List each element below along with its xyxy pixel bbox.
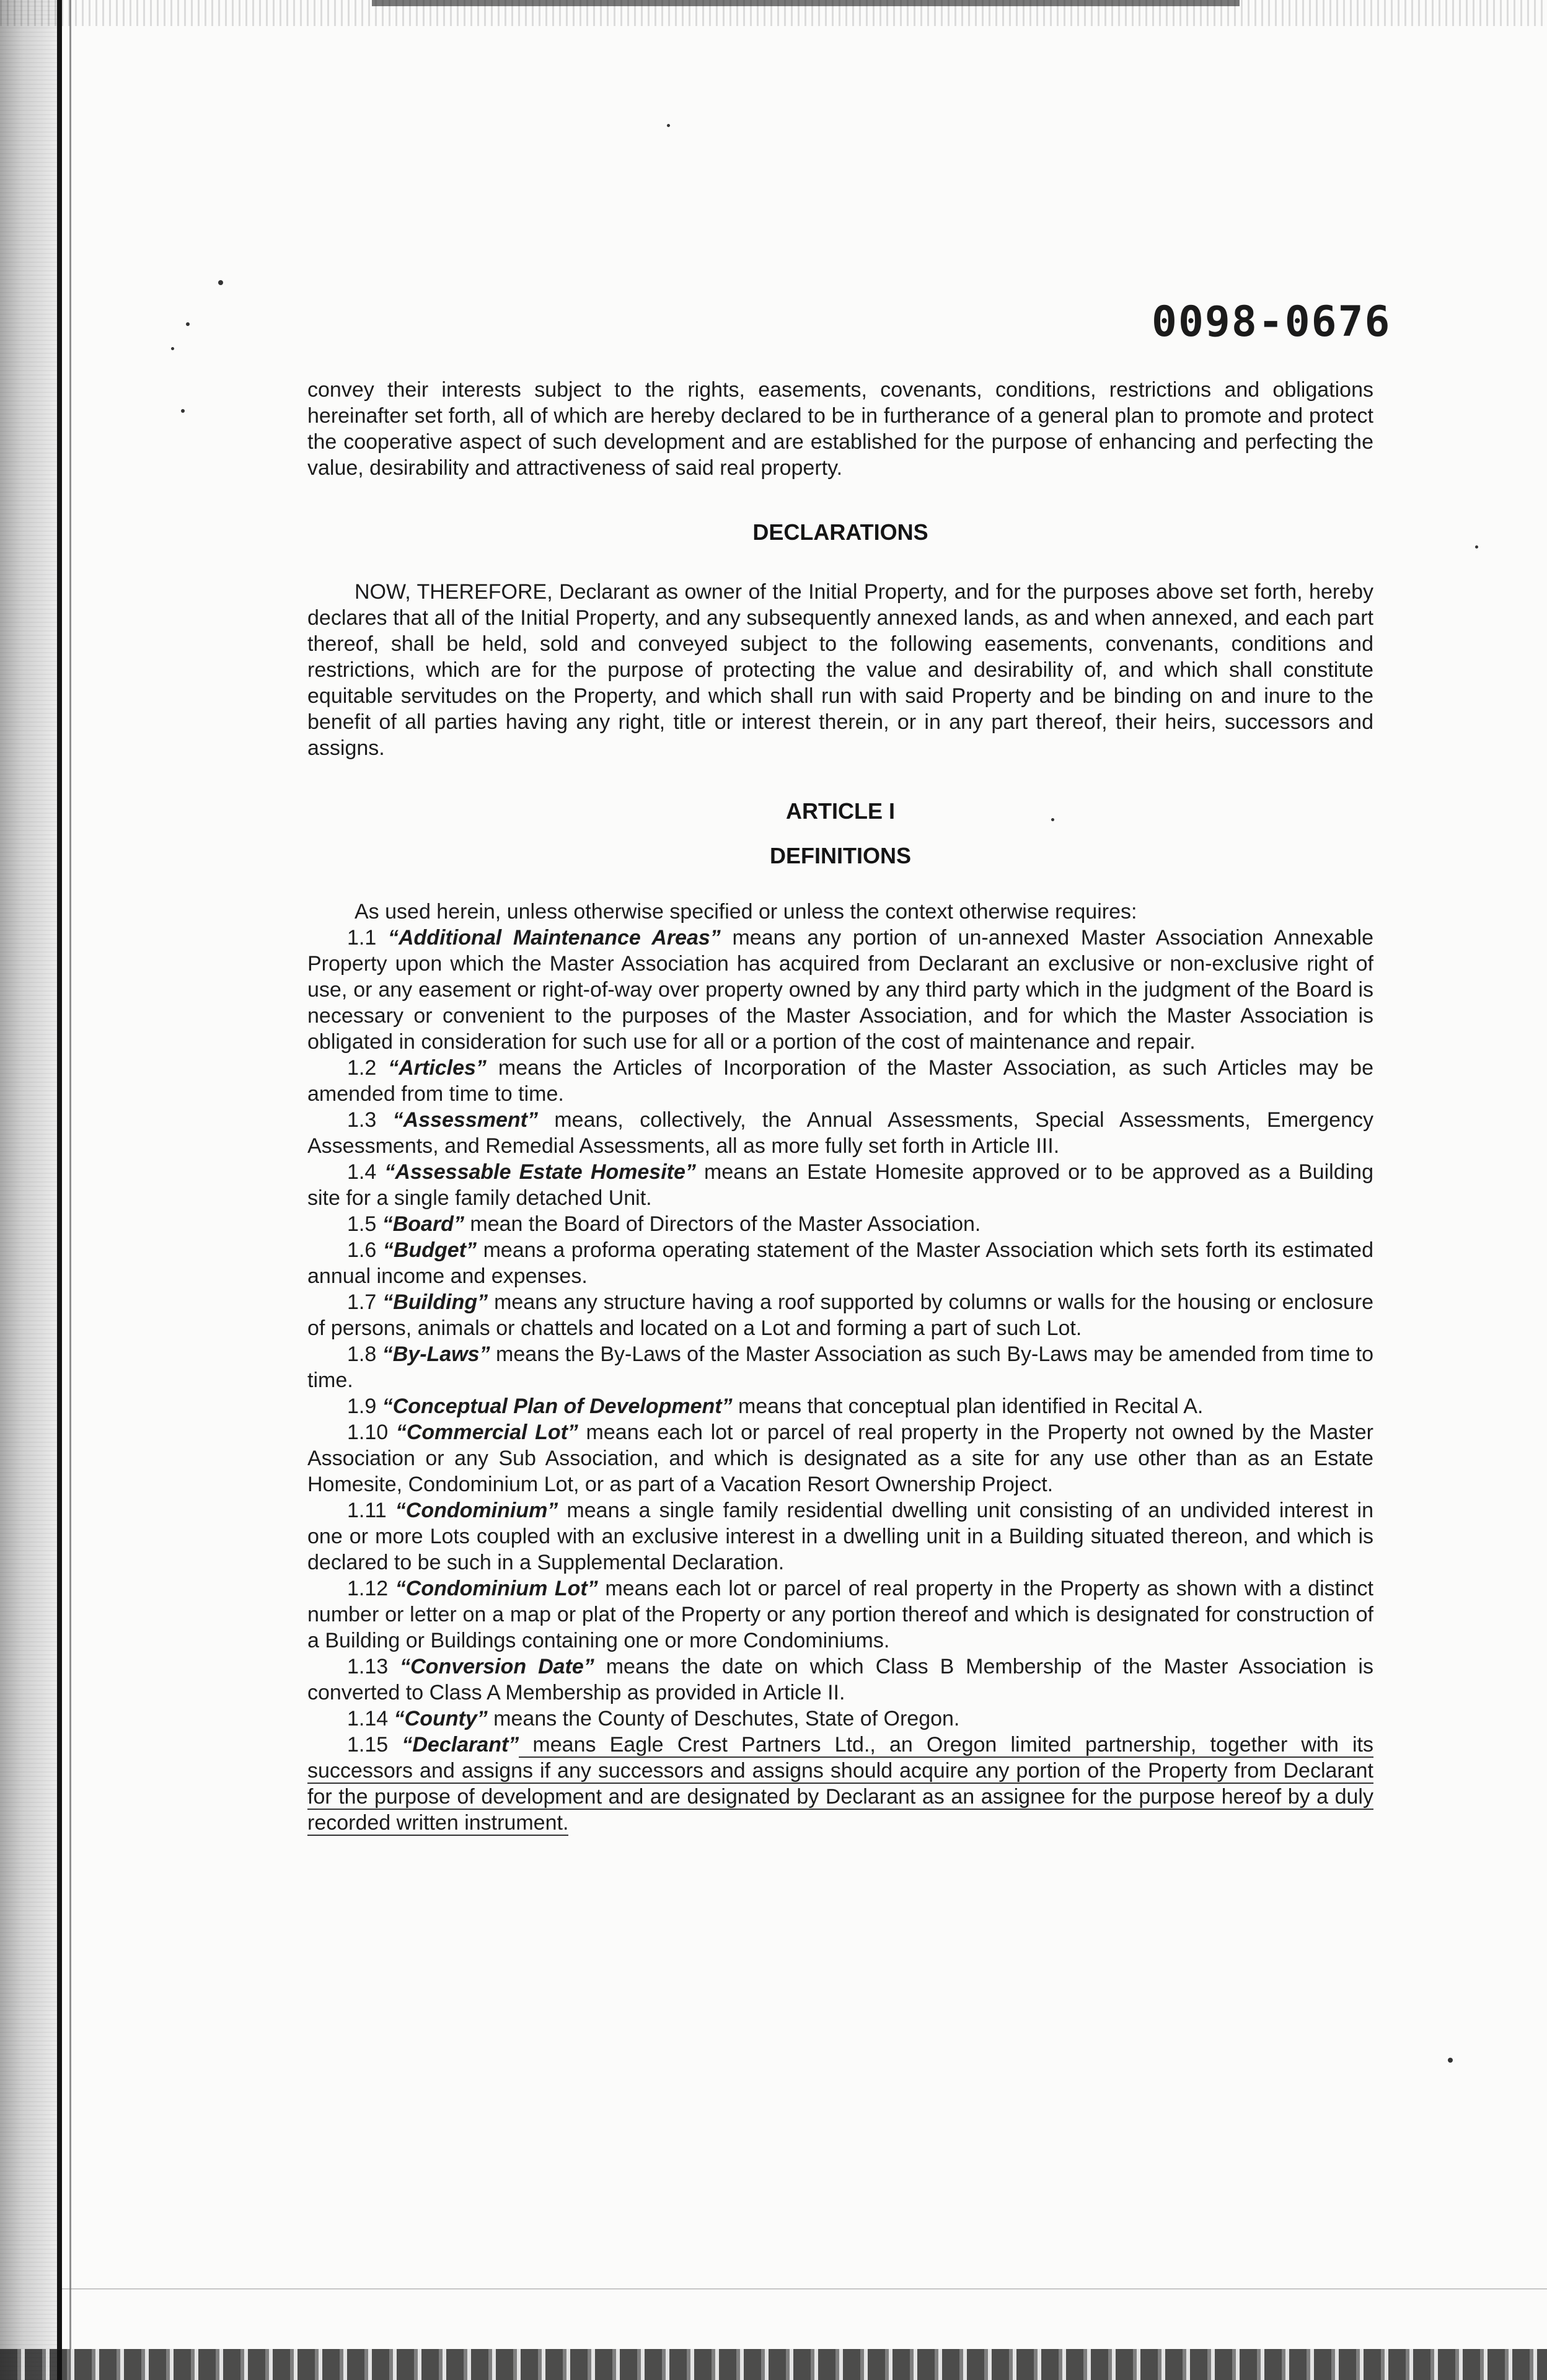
definition-term: “Articles” [388, 1056, 487, 1080]
definition-item [307, 1107, 1373, 1159]
definition-number: 1.7 [347, 1290, 377, 1314]
definition-item [307, 1159, 1373, 1211]
definition-term: “Building” [382, 1290, 488, 1314]
scan-speck [186, 322, 190, 326]
definition-text: means any structure having a roof supported by columns or walls for the housing or enclosure of persons, animals or chattels and located on a Lot and forming a part of such Lot. [307, 1290, 1373, 1340]
definition-item [307, 1497, 1373, 1576]
definition-term: “By-Laws” [382, 1342, 490, 1366]
definition-term: “Assessable Estate Homesite” [384, 1160, 696, 1184]
definition-term: “Declarant” [402, 1733, 519, 1756]
definition-number: 1.6 [347, 1238, 377, 1262]
definitions-intro: As used herein, unless otherwise specified or unless the context otherwise requires: [355, 900, 1137, 923]
definition-item [307, 1341, 1373, 1393]
definition-number: 1.3 [347, 1108, 377, 1132]
definition-item [307, 1289, 1373, 1341]
definition-term: “County” [394, 1707, 488, 1730]
definition-number: 1.11 [347, 1499, 387, 1522]
definition-term: “Condominium” [395, 1499, 558, 1522]
definition-item [307, 925, 1373, 1055]
definition-text: mean the Board of Directors of the Master Association. [464, 1212, 981, 1236]
definition-text: means the County of Deschutes, State of Oregon. [487, 1707, 960, 1730]
definition-text: means a single family residential dwelling unit consisting of an undivided interest in one or more Lots coupled with an exclusive interest in a dwelling unit in a Building situated thereon, and which is declared to be such in a Supplemental Declaration. [307, 1499, 1373, 1574]
declarations-paragraph: NOW, THEREFORE, Declarant as owner of the Initial Property, and for the purposes above set forth, hereby declares that all of the Initial Property, and any subsequently annexed lands, as and when annexed, and each part thereof, shall be held, sold and conveyed subject to the following easements, convenants, conditions and restrictions, which are for the purpose of protecting the value and desirability of, and which shall constitute equitable servitudes on the Property, and which shall run with said Property and be binding on and inure to the benefit of all parties having any right, title or interest therein, or in any part thereof, their heirs, successors and assigns. [307, 580, 1373, 760]
scan-speck [1475, 545, 1478, 549]
definition-term: “Assessment” [392, 1108, 538, 1132]
definition-item [307, 1055, 1373, 1107]
definition-text: means the date on which Class B Membership of the Master Association is converted to Class A Membership as provided in Article II. [307, 1655, 1373, 1704]
definition-number: 1.8 [347, 1342, 377, 1366]
definition-text: means an Estate Homesite approved or to be approved as a Building site for a single family detached Unit. [307, 1160, 1373, 1210]
definition-text: means any portion of un-annexed Master Association Annexable Property upon which the Master Association has acquired from Declarant an exclusive or non-exclusive right of use, or any easement or right-of-way over property owned by any third party which in the judgment of the Board is necessary or convenient to the purposes of the Master Association, and for which the Master Association is obligated in consideration for such use for all or a portion of the cost of maintenance and repair. [307, 926, 1373, 1054]
definition-number: 1.10 [347, 1421, 389, 1444]
definition-text: means, collectively, the Annual Assessments, Special Assessments, Emergency Assessments, and Remedial Assessments, all as more fully set forth in Article III. [307, 1108, 1373, 1158]
article-subheading: DEFINITIONS [769, 843, 911, 868]
definition-term: “Commercial Lot” [395, 1421, 578, 1444]
definition-text: means that conceptual plan identified in Recital A. [732, 1395, 1204, 1418]
definition-item [307, 1654, 1373, 1706]
definitions-list [307, 925, 1373, 1836]
definition-item [307, 1732, 1373, 1836]
definition-item [307, 1393, 1373, 1419]
scan-left-binding-line [57, 0, 62, 2380]
intro-paragraph: convey their interests subject to the rights, easements, covenants, conditions, restrictions and obligations hereinafter set forth, all of which are hereby declared to be in furtherance of a general plan to promote and protect the cooperative aspect of such development and are established for the purpose of enhancing and perfecting the value, desirability and attractiveness of said real property. [307, 378, 1373, 480]
definition-term: “Board” [382, 1212, 464, 1236]
article-heading: ARTICLE I [786, 798, 895, 824]
scan-speck [218, 280, 223, 285]
definition-term: “Conversion Date” [400, 1655, 594, 1678]
definition-item [307, 1576, 1373, 1654]
definition-term: “Condominium Lot” [395, 1577, 598, 1600]
definition-text: means the Articles of Incorporation of the Master Association, as such Articles may be amended from time to time. [307, 1056, 1373, 1106]
scan-speck [667, 124, 670, 127]
document-body [307, 377, 1373, 1836]
definition-number: 1.15 [347, 1733, 389, 1756]
definition-text: means the By-Laws of the Master Association as such By-Laws may be amended from time to time. [307, 1342, 1373, 1392]
definition-number: 1.2 [347, 1056, 377, 1080]
scan-left-edge-noise [0, 0, 57, 2380]
definition-item [307, 1237, 1373, 1289]
definition-item [307, 1211, 1373, 1237]
scan-bottom-rule [62, 2288, 1547, 2290]
scan-speck [181, 409, 185, 413]
definition-text: means Eagle Crest Partners Ltd., an Oregon limited partnership, together with its successors and assigns if any successors and assigns should acquire any portion of the Property from Declarant for the purpose of development and are designated by Declarant as an assignee for the purpose hereof by a duly recorded written instrument. [307, 1733, 1373, 1835]
definition-term: “Conceptual Plan of Development” [382, 1395, 733, 1418]
definition-number: 1.9 [347, 1395, 377, 1418]
definition-text: means each lot or parcel of real property in the Property as shown with a distinct number or letter on a map or plat of the Property or any portion thereof and which is designated for construction of a Building or Buildings containing one or more Condominiums. [307, 1577, 1374, 1652]
definition-item [307, 1419, 1373, 1497]
definition-term: “Budget” [382, 1238, 477, 1262]
scan-left-secondary-line [69, 0, 71, 2380]
definition-item [307, 1706, 1373, 1732]
scan-speck [171, 347, 174, 350]
declarations-heading: DECLARATIONS [752, 519, 928, 545]
scan-bottom-edge-noise [0, 2349, 1547, 2380]
definition-number: 1.14 [347, 1707, 389, 1730]
definition-number: 1.13 [347, 1655, 389, 1678]
definition-number: 1.4 [347, 1160, 377, 1184]
scan-top-bar [372, 0, 1240, 6]
definition-number: 1.5 [347, 1212, 377, 1236]
scan-speck [1448, 2058, 1453, 2063]
definition-number: 1.12 [347, 1577, 389, 1600]
definition-text: means a proforma operating statement of the Master Association which sets forth its estimated annual income and expenses. [307, 1238, 1373, 1288]
definition-text: means each lot or parcel of real property in the Property not owned by the Master Association or any Sub Association, and which is designated as a site for any use other than as an Estate Homesite, Condominium Lot, or as part of a Vacation Resort Ownership Project. [307, 1421, 1373, 1496]
definition-term: “Additional Maintenance Areas” [387, 926, 721, 950]
definition-number: 1.1 [347, 926, 377, 950]
document-number: 0098-0676 [1152, 298, 1391, 346]
